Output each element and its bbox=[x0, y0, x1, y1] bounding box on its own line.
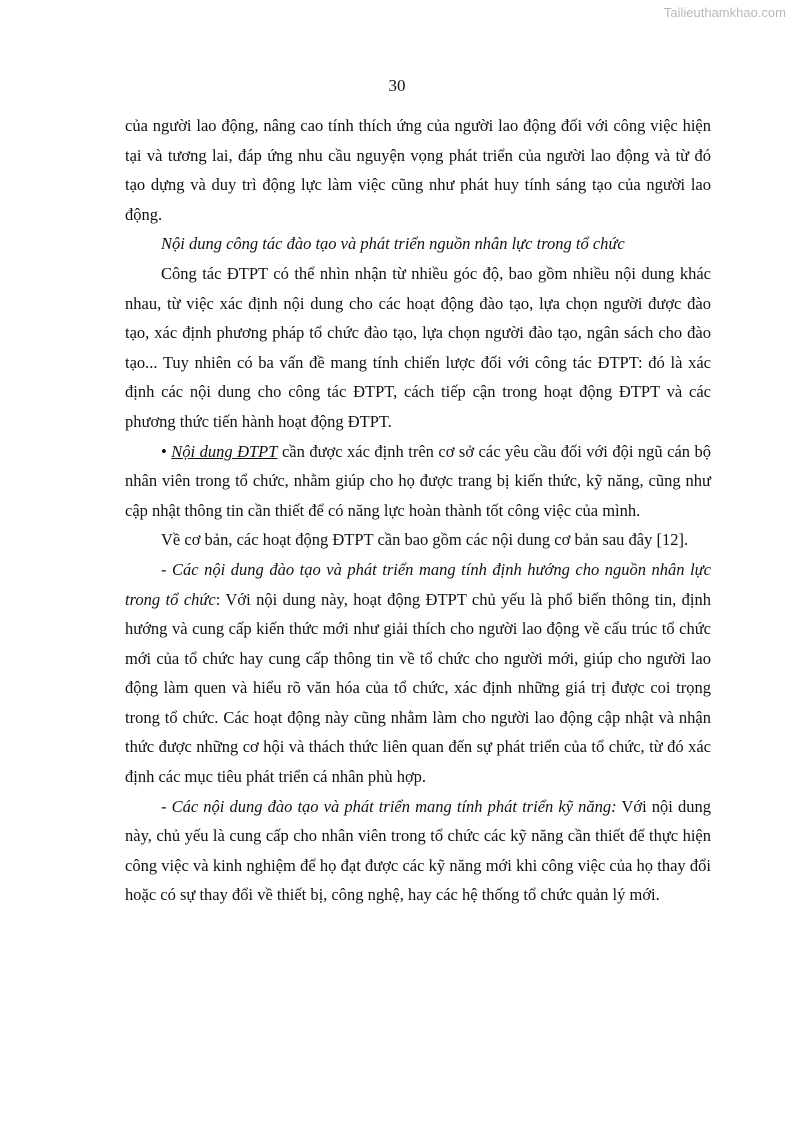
paragraph-intro-continuation: của người lao động, nâng cao tính thích ứng của người lao động đối với công việc hiện tại và tương lai, đáp ứng nhu cầu nguyện vọng phát triển của người lao động và từ đó tạo dựng và duy trì động lực làm việc cũng như phát huy tính sáng tạo của người lao động. bbox=[125, 116, 711, 224]
document-body bbox=[125, 111, 711, 910]
orientation-text: : Với nội dung này, hoạt động ĐTPT chủ yếu là phổ biến thông tin, định hướng và cung cấp kiến thức mới như giải thích cho người lao động về cấu trúc tổ chức mới của tổ chức hay cung cấp thông tin về tổ chức cho người mới, giúp cho người lao động làm quen và hiểu rõ văn hóa của tổ chức, xác định những giá trị được coi trọng trong tổ chức. Các hoạt động này cũng nhằm làm cho người lao động cập nhật và nhận thức được những cơ hội và thách thức liên quan đến sự phát triển của tổ chức, từ đó xác định các mục tiêu phát triển cá nhân phù hợp. bbox=[125, 589, 711, 787]
skills-lead: - Các nội dung đào tạo và phát triển mang tính phát triển kỹ năng: bbox=[161, 796, 617, 816]
skills-text: Với nội dung này, chủ yếu là cung cấp cho nhân viên trong tổ chức các kỹ năng cần thiết để thực hiện công việc và kinh nghiệm để họ đạt được các kỹ năng mới khi công việc của họ thay đổi hoặc có sự thay đổi về thiết bị, công nghệ, hay các hệ thống tổ chức quản lý mới. bbox=[125, 796, 711, 905]
bullet-icon: • bbox=[161, 441, 167, 461]
section-heading: Nội dung công tác đào tạo và phát triển nguồn nhân lực trong tổ chức bbox=[161, 234, 625, 254]
bullet-text: cần được xác định trên cơ sở các yêu cầu đối với đội ngũ cán bộ nhân viên trong tổ chức, nhằm giúp cho họ được trang bị kiến thức, kỹ năng, cũng như cập nhật thông tin cần thiết để có năng lực hoàn thành tốt công việc của mình. bbox=[125, 441, 712, 520]
paragraph-skills bbox=[125, 792, 711, 910]
page-number: 30 bbox=[388, 76, 406, 95]
paragraph-basics: Về cơ bản, các hoạt động ĐTPT cần bao gồm các nội dung cơ bản sau đây [12]. bbox=[161, 530, 689, 550]
paragraph-bullet-content bbox=[125, 437, 711, 526]
bullet-lead-term: Nội dung ĐTPT bbox=[171, 441, 278, 461]
paragraph-orientation bbox=[125, 555, 711, 792]
orientation-lead: - Các nội dung đào tạo và phát triển mang tính định hướng cho nguồn nhân lực trong tổ chức bbox=[125, 559, 711, 609]
paragraph-overview: Công tác ĐTPT có thể nhìn nhận từ nhiều góc độ, bao gồm nhiều nội dung khác nhau, từ việc xác định nội dung cho các hoạt động đào tạo, lựa chọn người được đào tạo, xác định phương pháp tổ chức đào tạo, lựa chọn người đào tạo, ngân sách cho đào tạo... Tuy nhiên có ba vấn đề mang tính chiến lược đối với công tác ĐTPT: đó là xác định các nội dung cho công tác ĐTPT, cách tiếp cận trong hoạt động ĐTPT và các phương thức tiến hành hoạt động ĐTPT. bbox=[125, 263, 711, 431]
watermark-text: Tailieuthamkhao.com bbox=[663, 5, 786, 20]
